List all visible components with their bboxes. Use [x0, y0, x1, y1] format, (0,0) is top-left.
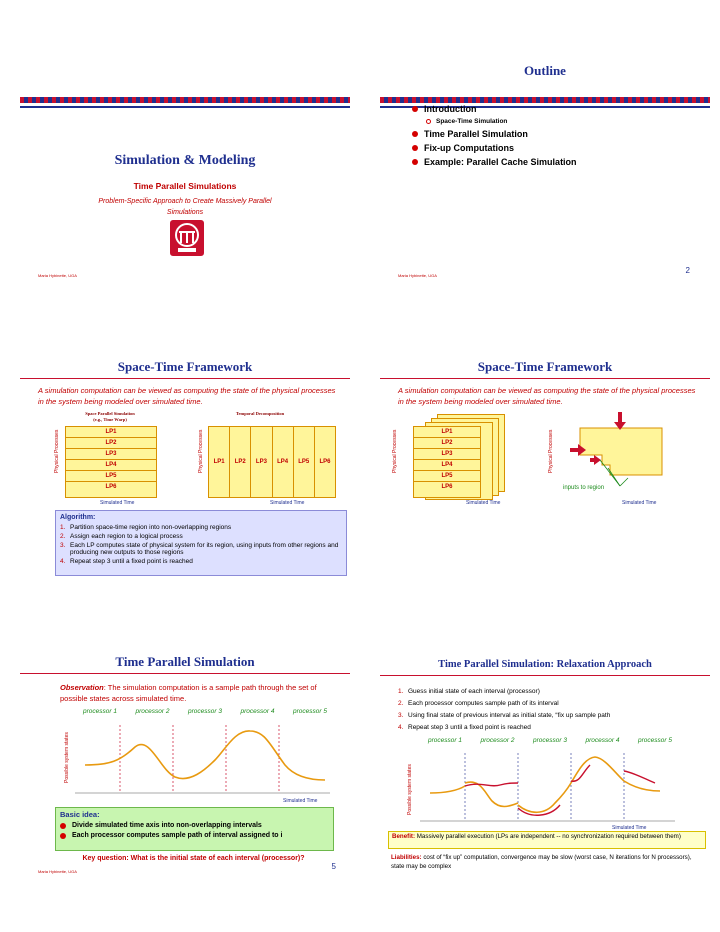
outline-item [412, 157, 702, 167]
slide-outline [380, 60, 710, 290]
algorithm-step: 2. Assign each region to a logical process [60, 533, 183, 540]
x-axis-label: Simulated Time [100, 500, 135, 506]
lp-grid [413, 426, 481, 498]
bullet-icon [412, 159, 418, 165]
outline-subitem-label: Space-Time Simulation [436, 118, 508, 125]
relaxation-path-plot [420, 753, 680, 823]
lp-row: LP5 [414, 471, 480, 482]
lp-row: LP1 [66, 427, 156, 438]
algorithm-step-text: Each LP computes state of physical system for its region, using inputs from other regions and producing new outputs to those regions [70, 542, 339, 556]
bullet-icon [412, 145, 418, 151]
slide-intro: A simulation computation can be viewed as computing the state of the physical processes in the system being modeled over simulated time. [398, 386, 696, 406]
slide-time-parallel [20, 650, 350, 890]
algorithm-step: 3. Each LP computes state of physical system for its region, using inputs from other regions and producing new outputs to those regions [60, 542, 346, 556]
x-axis-label: Simulated Time [466, 500, 501, 506]
slide-space-time-2 [380, 355, 710, 585]
lp-row: LP4 [66, 460, 156, 471]
y-axis-label: Possible system states [64, 732, 70, 783]
lp-row: LP3 [414, 449, 480, 460]
observation-text: : The simulation computation is a sample path through the set of possible states across simulated time. [60, 683, 317, 703]
x-axis-label: Simulated Time [270, 500, 305, 506]
relaxation-step-text: Repeat step 3 until a fixed point is reached [408, 724, 531, 731]
slide-title [20, 75, 350, 305]
liabilities-label: Liabilities: [391, 854, 422, 861]
slide-title-text: Space-Time Framework [477, 359, 613, 374]
processor-label: processor 2 [135, 708, 170, 715]
algorithm-step: 1. Partition space-time region into non-overlapping regions [60, 524, 232, 531]
algorithm-title: Algorithm: [60, 514, 96, 521]
relaxation-steps [398, 683, 698, 736]
x-axis-label: Simulated Time [622, 500, 657, 506]
temporal-lp-grid [208, 426, 336, 498]
lp-column: LP6 [319, 459, 331, 465]
lp-row: LP4 [414, 460, 480, 471]
liabilities-text: cost of “fix up” computation, convergence may be slow (worst case, N iterations for N processors), state may be complex [391, 854, 692, 870]
x-axis-label: Simulated Time [283, 798, 318, 804]
sub-bullet-icon [426, 119, 431, 124]
slide-title-text: Time Parallel Simulation [115, 654, 255, 669]
basic-idea-text: Divide simulated time axis into non-overlapping intervals [72, 822, 262, 829]
algorithm-step-text: Repeat step 3 until a fixed point is reached [70, 558, 193, 565]
processor-label: processor 2 [480, 737, 515, 744]
bullet-icon [60, 833, 66, 839]
lp-row: LP5 [66, 471, 156, 482]
algorithm-step: 4. Repeat step 3 until a fixed point is reached [60, 558, 193, 565]
relaxation-step-text: Guess initial state of each interval (processor) [408, 688, 540, 695]
y-axis-label: Physical Processes [548, 429, 554, 473]
benefit-box [388, 831, 706, 849]
lp-row: LP2 [414, 438, 480, 449]
slide-relaxation [380, 655, 710, 895]
lp-row: LP1 [414, 427, 480, 438]
processor-label: processor 5 [293, 708, 327, 715]
slide-footer: Maria Hybinette, UGA [398, 273, 437, 278]
slide-header-rule [20, 378, 350, 379]
lp-column: LP4 [273, 427, 294, 497]
outline-item [412, 129, 702, 139]
algorithm-step-text: Partition space-time region into non-overlapping regions [70, 524, 232, 531]
slide-header-rule [380, 378, 710, 379]
relaxation-step-text: Each processor computes sample path of its interval [408, 700, 559, 707]
processor-label: processor 4 [240, 708, 275, 715]
sample-path-plot [75, 725, 335, 795]
slide-title-text: Time Parallel Simulation: Relaxation Approach [438, 659, 652, 670]
x-axis-label: Simulated Time [612, 825, 647, 831]
outline-list [412, 100, 702, 171]
temporal-label: Temporal Decomposition [235, 411, 285, 416]
processor-label: processor 5 [638, 737, 672, 744]
basic-idea-box [55, 807, 334, 851]
relaxation-step: 3. Using final state of previous interval as initial state, “fix up sample path [398, 712, 611, 719]
lp-row: LP2 [66, 438, 156, 449]
y-axis-label: Physical Processes [198, 429, 204, 473]
lp-column: LP2 [230, 427, 251, 497]
processor-label: processor 3 [533, 737, 567, 744]
processor-labels [420, 737, 680, 744]
basic-idea-item [60, 832, 329, 839]
uga-arch-logo-icon [170, 220, 204, 256]
outline-item [412, 143, 702, 153]
processor-label: processor 1 [83, 708, 117, 715]
slide-title-text: Outline [524, 63, 566, 78]
processor-labels [75, 708, 335, 715]
slide-header-rule [20, 673, 350, 674]
processor-label: processor 4 [585, 737, 620, 744]
slide-header-bar [20, 97, 350, 103]
basic-idea-item [60, 822, 329, 829]
lp-row: LP6 [441, 484, 453, 490]
outline-item-label: Example: Parallel Cache Simulation [424, 157, 577, 167]
slide-footer: Maria Hybinette, UGA [38, 869, 77, 874]
spatial-label: Space Parallel Simulation [85, 411, 135, 416]
slide-tagline: Problem-Specific Approach to Create Massively Parallel Simulations [98, 198, 272, 216]
spatial-sublabel: (e.g., Time Warp) [93, 417, 127, 422]
slide-header-rule [380, 675, 710, 676]
slide-subtitle: Time Parallel Simulations [133, 181, 237, 191]
slide-title-text: Space-Time Framework [117, 359, 253, 374]
observation [60, 682, 330, 704]
page-number: 5 [331, 862, 336, 871]
algorithm-box [55, 510, 347, 576]
y-axis-label: Physical Processes [392, 429, 398, 473]
processor-label: processor 1 [428, 737, 462, 744]
lp-column: LP1 [209, 427, 230, 497]
inputs-label: inputs to region [563, 485, 605, 491]
slide-header-rule [20, 106, 350, 108]
lp-row: LP3 [66, 449, 156, 460]
slide-space-time-1 [20, 355, 350, 595]
relaxation-step: 1. Guess initial state of each interval (processor) [398, 688, 540, 695]
lp-row: LP6 [105, 484, 117, 490]
bullet-icon [412, 131, 418, 137]
outline-subitem [426, 118, 702, 125]
slide-intro: A simulation computation can be viewed as computing the state of the physical processes in the system being modeled over simulated time. [38, 386, 336, 406]
slide-title-text: Simulation & Modeling [114, 153, 256, 168]
benefit-text: Massively parallel execution (LPs are independent -- no synchronization required between them) [415, 833, 681, 840]
outline-item-label: Fix-up Computations [424, 143, 514, 153]
observation-label: Observation [60, 683, 104, 692]
relaxation-step: 4. Repeat step 3 until a fixed point is reached [398, 724, 531, 731]
outline-item-label: Time Parallel Simulation [424, 129, 528, 139]
page-number: 2 [685, 266, 690, 275]
basic-idea-title: Basic idea: [60, 810, 100, 819]
lp-column: LP5 [294, 427, 315, 497]
benefit-label: Benefit: [392, 833, 416, 840]
y-axis-label: Physical Processes [54, 429, 60, 473]
lp-column: LP3 [251, 427, 272, 497]
region-diagram [570, 410, 670, 495]
relaxation-step-text: Using final state of previous interval as initial state, “fix up sample path [408, 712, 611, 719]
y-axis-label: Possible system states [407, 764, 413, 815]
algorithm-step-text: Assign each region to a logical process [70, 533, 183, 540]
slide-footer: Maria Hybinette, UGA [38, 273, 77, 278]
spatial-lp-grid [65, 426, 157, 498]
liabilities [391, 853, 703, 871]
processor-label: processor 3 [188, 708, 222, 715]
outline-item [412, 104, 702, 114]
bullet-icon [60, 823, 66, 829]
relaxation-step: 2. Each processor computes sample path of its interval [398, 700, 559, 707]
key-question: Key question: What is the initial state of each interval (processor)? [82, 855, 305, 862]
bullet-icon [412, 106, 418, 112]
basic-idea-text: Each processor computes sample path of interval assigned to i [72, 832, 283, 839]
outline-item-label: Introduction [424, 104, 477, 114]
